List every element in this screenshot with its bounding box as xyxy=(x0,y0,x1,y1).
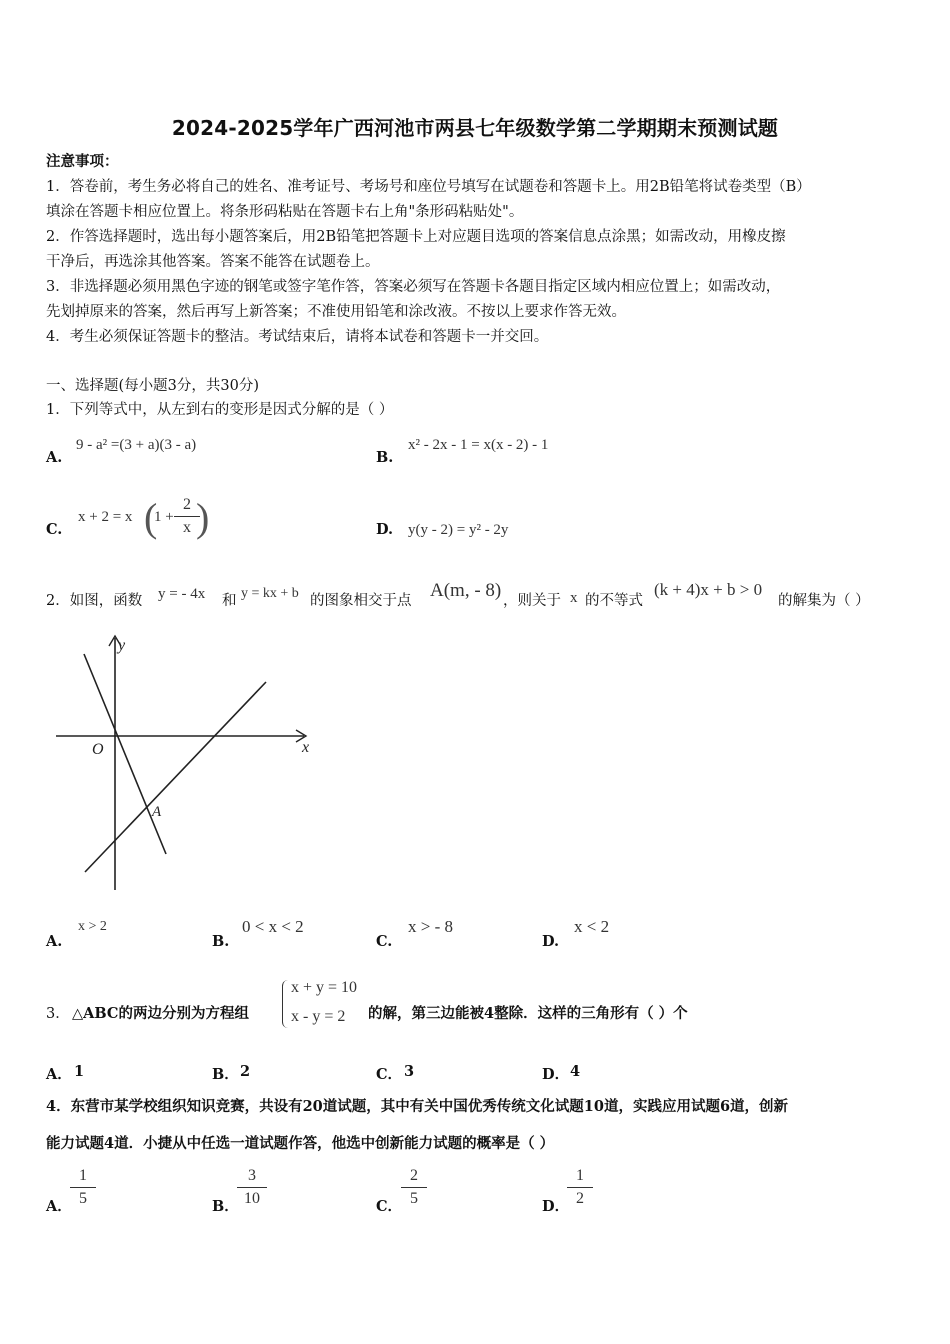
q3-label-c: C． xyxy=(376,1066,403,1083)
q4-label-b: B． xyxy=(212,1198,239,1215)
q2-option-a: x > 2 xyxy=(78,919,107,934)
q2-label-a: A. xyxy=(46,933,63,950)
q1-option-c-left: x + 2 = x xyxy=(78,509,133,525)
fraction-numerator: 1 xyxy=(79,1167,87,1184)
q1-option-d: y(y - 2) = y² - 2y xyxy=(408,522,509,538)
q3-label-b: B． xyxy=(212,1066,239,1083)
q3-option-c: 3 xyxy=(404,1063,415,1080)
notice-line: 4．考生必须保证答题卡的整洁。考试结束后，请将本试卷和答题卡一并交回。 xyxy=(46,329,549,345)
q3-label-a: A． xyxy=(46,1066,72,1083)
q1-label-c: C. xyxy=(46,521,63,538)
q1-stem: 1．下列等式中，从左到右的变形是因式分解的是（ ） xyxy=(46,402,394,418)
q3-text-end: 的解，第三边能被4整除．这样的三角形有（ ）个 xyxy=(368,1005,688,1022)
q4-option-d xyxy=(567,1167,593,1208)
fraction-bar xyxy=(237,1187,267,1188)
notice-line: 1．答卷前，考生务必将自己的姓名、准考证号、考场号和座位号填写在试题卷和答题卡上。用2B铅笔将试卷类型（B） xyxy=(46,179,811,195)
right-paren: ) xyxy=(196,495,210,540)
x-axis-label: x xyxy=(302,739,310,756)
q2-text: 的不等式 xyxy=(585,593,643,609)
q2-variable: x xyxy=(570,590,578,606)
fraction-numerator: 2 xyxy=(183,496,191,513)
fraction-denominator: 5 xyxy=(410,1190,418,1207)
q2-text-end: 的解集为（ ） xyxy=(778,593,870,609)
q3-text: △ABC的两边分别为方程组 xyxy=(72,1005,249,1022)
q2-function-1: y = - 4x xyxy=(158,586,206,602)
q2-option-b: 0 < x < 2 xyxy=(242,917,304,936)
document-title: 2024-2025学年广西河池市两县七年级数学第二学期期末预测试题 xyxy=(171,116,779,140)
q3-option-b: 2 xyxy=(240,1063,251,1080)
q2-inequality: (k + 4)x + b > 0 xyxy=(654,580,763,599)
q3-equation-1: x + y = 10 xyxy=(291,979,358,996)
q4-option-c xyxy=(401,1167,427,1208)
q4-stem-line-2: 能力试题4道．小捷从中任选一道试题作答，他选中创新能力试题的概率是（ ） xyxy=(46,1135,555,1152)
q1-label-b: B. xyxy=(376,449,394,466)
origin-label: O xyxy=(92,741,104,758)
section-heading: 一、选择题(每小题3分，共30分) xyxy=(46,378,259,394)
q2-number: 2．如图，函数 xyxy=(46,593,143,609)
line-y-kx-b xyxy=(85,682,266,872)
q4-label-c: C． xyxy=(376,1198,403,1215)
q3-option-d: 4 xyxy=(570,1063,581,1080)
q3-option-a: 1 xyxy=(74,1063,85,1080)
fraction-numerator: 3 xyxy=(248,1167,256,1184)
notice-line: 填涂在答题卡相应位置上。将条形码粘贴在答题卡右上角"条形码粘贴处"。 xyxy=(46,204,524,220)
q4-label-d: D． xyxy=(542,1198,570,1215)
q2-text: ，则关于 xyxy=(503,593,561,609)
q1-label-d: D. xyxy=(376,521,394,538)
q2-text: 的图象相交于点 xyxy=(310,593,412,609)
q3-equation-2: x - y = 2 xyxy=(291,1008,346,1025)
q4-option-b xyxy=(237,1167,267,1208)
fraction-bar xyxy=(401,1187,427,1188)
fraction-denominator: 10 xyxy=(244,1190,260,1207)
q2-label-b: B. xyxy=(212,933,230,950)
fraction-numerator: 1 xyxy=(576,1167,584,1184)
q1-option-b: x² - 2x - 1 = x(x - 2) - 1 xyxy=(408,437,549,453)
notice-line: 2．作答选择题时，选出每小题答案后，用2B铅笔把答题卡上对应题目选项的答案信息点涂黑；如需改动，用橡皮擦 xyxy=(46,229,786,245)
q2-option-d: x < 2 xyxy=(574,917,610,936)
system-brace xyxy=(282,980,289,1028)
fraction-denominator: 5 xyxy=(79,1190,87,1207)
q2-label-d: D. xyxy=(542,933,560,950)
q4-label-a: A． xyxy=(46,1198,72,1215)
notice-line: 3．非选择题必须用黑色字迹的钢笔或签字笔作答，答案必须写在答题卡各题目指定区域内相应位置上；如需改动， xyxy=(46,279,781,295)
q3-number: 3． xyxy=(46,1006,70,1022)
q3-label-d: D． xyxy=(542,1066,570,1083)
q1-option-a: 9 - a² =(3 + a)(3 - a) xyxy=(76,437,197,453)
q1-option-c-one: 1 + xyxy=(154,509,174,525)
q2-function-2: y = kx + b xyxy=(241,586,299,601)
point-a-label: A xyxy=(152,804,162,820)
q2-option-c: x > - 8 xyxy=(408,917,453,936)
y-axis-label: y xyxy=(118,637,126,654)
q2-point: A(m, - 8) xyxy=(430,580,502,601)
q1-label-a: A. xyxy=(46,449,63,466)
q2-and: 和 xyxy=(222,593,237,609)
fraction-bar xyxy=(567,1187,593,1188)
fraction-denominator: x xyxy=(183,519,191,536)
fraction-denominator: 2 xyxy=(576,1190,584,1207)
notice-heading: 注意事项： xyxy=(46,153,119,170)
fraction-numerator: 2 xyxy=(410,1167,418,1184)
q2-graph xyxy=(50,632,320,894)
notice-line: 干净后，再选涂其他答案。答案不能答在试题卷上。 xyxy=(46,254,380,270)
q4-stem-line-1: 4．东营市某学校组织知识竞赛，共设有20道试题，其中有关中国优秀传统文化试题10道，实践应用试题6道，创新 xyxy=(46,1098,789,1115)
left-paren: ( xyxy=(144,495,158,540)
notice-line: 先划掉原来的答案，然后再写上新答案；不准使用铅笔和涂改液。不按以上要求作答无效。 xyxy=(46,304,626,320)
q2-label-c: C. xyxy=(376,933,393,950)
fraction-bar xyxy=(70,1187,96,1188)
q4-option-a xyxy=(70,1167,96,1208)
